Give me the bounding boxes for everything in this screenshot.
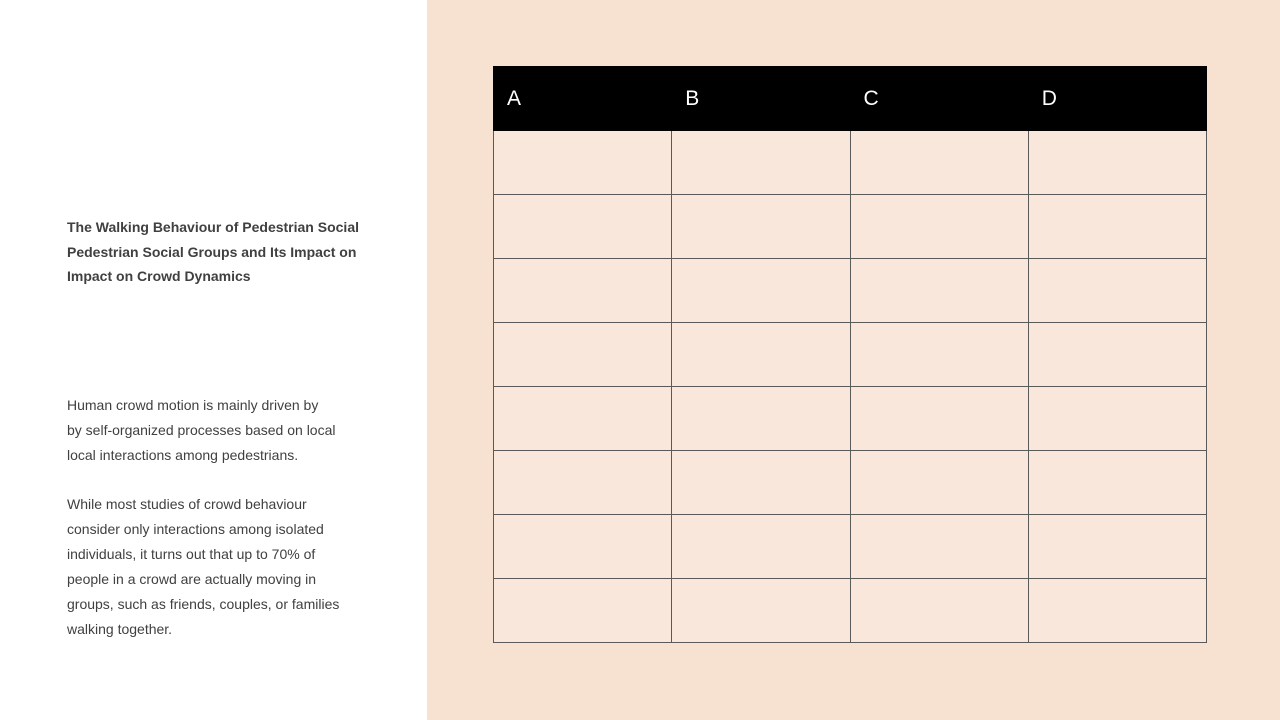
table-cell — [1028, 259, 1206, 323]
paragraph-line: While most studies of crowd behaviour — [67, 496, 307, 512]
table-cell — [1028, 195, 1206, 259]
table-header-cell: D — [1028, 67, 1206, 131]
paragraph-line: walking together. — [67, 621, 173, 637]
table-header-cell: A — [494, 67, 672, 131]
table-cell — [672, 259, 850, 323]
table-cell — [1028, 323, 1206, 387]
table-cell — [850, 451, 1028, 515]
table-row — [494, 387, 1207, 451]
table-cell — [850, 323, 1028, 387]
table-cell — [850, 387, 1028, 451]
slide-title — [67, 215, 377, 289]
body-paragraph-1 — [67, 393, 377, 468]
title-line: Pedestrian Social Groups and Its Impact on — [67, 243, 357, 260]
paragraph-line: by self-organized processes based on local — [67, 422, 336, 438]
table-cell — [494, 515, 672, 579]
paragraph-line: groups, such as friends, couples, or families — [67, 596, 340, 612]
table-cell — [672, 579, 850, 643]
table-header-row — [494, 67, 1207, 131]
data-table — [493, 66, 1207, 643]
table-cell — [494, 195, 672, 259]
table-cell — [850, 195, 1028, 259]
table-cell — [672, 323, 850, 387]
table-cell — [850, 515, 1028, 579]
table-cell — [850, 259, 1028, 323]
table-header-cell: C — [850, 67, 1028, 131]
table-cell — [1028, 515, 1206, 579]
body-paragraph-2 — [67, 492, 377, 642]
table-cell — [672, 451, 850, 515]
table-cell — [672, 387, 850, 451]
table-cell — [1028, 387, 1206, 451]
paragraph-line: people in a crowd are actually moving in — [67, 571, 317, 587]
table-header-cell: B — [672, 67, 850, 131]
table-row — [494, 515, 1207, 579]
table-cell — [672, 131, 850, 195]
table-cell — [494, 259, 672, 323]
table-cell — [494, 131, 672, 195]
table-cell — [850, 579, 1028, 643]
title-line: Impact on Crowd Dynamics — [67, 268, 251, 284]
table-row — [494, 451, 1207, 515]
table-cell — [494, 323, 672, 387]
paragraph-line: individuals, it turns out that up to 70% of — [67, 546, 316, 562]
table-cell — [1028, 579, 1206, 643]
table-cell — [672, 515, 850, 579]
table-cell — [672, 195, 850, 259]
table-cell — [494, 451, 672, 515]
table-row — [494, 195, 1207, 259]
table-row — [494, 579, 1207, 643]
paragraph-line: consider only interactions among isolated — [67, 521, 324, 537]
table-cell — [494, 579, 672, 643]
table-cell — [850, 131, 1028, 195]
title-line: The Walking Behaviour of Pedestrian Social — [67, 219, 359, 235]
paragraph-line: local interactions among pedestrians. — [67, 447, 299, 463]
table-cell — [1028, 451, 1206, 515]
paragraph-line: Human crowd motion is mainly driven by — [67, 397, 319, 413]
table-row — [494, 131, 1207, 195]
table-row — [494, 259, 1207, 323]
left-panel — [0, 0, 427, 720]
table-cell — [494, 387, 672, 451]
table-cell — [1028, 131, 1206, 195]
table-row — [494, 323, 1207, 387]
